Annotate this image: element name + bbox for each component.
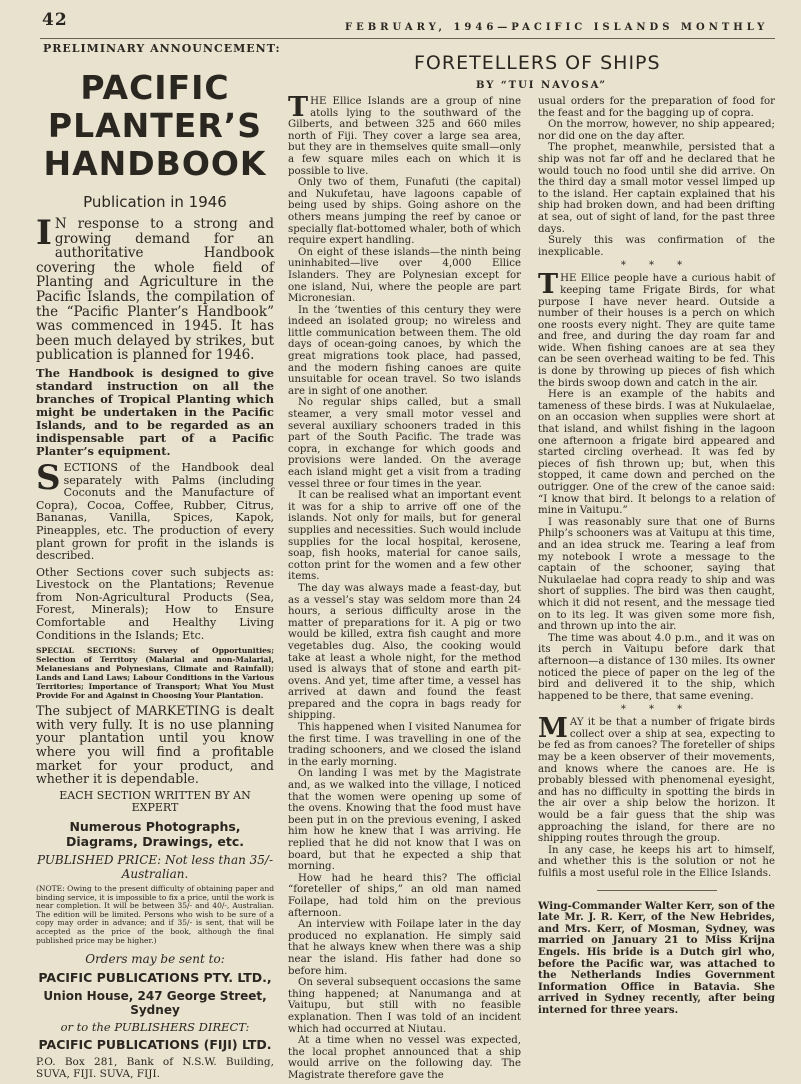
article-paragraph: The prophet, meanwhile, persisted that a ship was not far off and he declared that he would touch no food until she did arrive. On the third day a small motor vessel limped up to the island. Her captain explained that his ship had broken down, and had been drifting at sea, out of sight of land, for the past three days. bbox=[538, 142, 775, 235]
published-price: PUBLISHED PRICE: Not less than 35/- Australian. bbox=[36, 853, 274, 881]
article-column-middle bbox=[288, 92, 521, 1081]
title-line: PLANTER’S bbox=[47, 106, 263, 145]
drop-cap: I bbox=[36, 213, 52, 253]
photos-line: Numerous Photographs, Diagrams, Drawings, etc. bbox=[65, 819, 244, 849]
article-paragraph: It can be realised what an important event it was for a ship to arrive off one of the islands. Not only for mails, but for general supplies and necessities. Such would include supplies for the local hospital, kerosene, soap, fish hooks, material for canoe sails, cotton print for the women and a few other items. bbox=[288, 490, 521, 583]
price-note: (NOTE: Owing to the present difficulty of obtaining paper and binding service, it is impossible to fix a price, until the work is near completion. It will be between 35/- and 40/-, Australian. The edition will be limited. Persons who wish to be sure of a copy may order in advance; and if 35/- is sent, that will be accepted as the price of the book, although the final published price may be higher.) bbox=[36, 884, 274, 945]
ad-text: N response to a strong and growing demand for an authoritative Handbook covering the whole field of Planting and Agriculture in the Pacific Islands, the compilation of the “Pacific Planter’s Handbook” was commenced in 1945. It has been much delayed by strikes, but publication is planned for 1946. bbox=[36, 216, 274, 364]
drop-cap: T bbox=[538, 269, 559, 301]
drop-cap: T bbox=[288, 92, 309, 123]
handbook-advertisement bbox=[36, 42, 281, 1084]
or-direct-line: or to the PUBLISHERS DIRECT: bbox=[60, 1019, 250, 1034]
article-paragraph: Surely this was confirmation of the inexplicable. bbox=[538, 235, 775, 258]
ad-paragraph: Other Sections cover such subjects as: Livestock on the Plantations; Revenue from Non-Agricultural Products (Sea, Forest, Minerals); How to Ensure Comfortable and Healthy Living Conditions in the Islands; Etc. bbox=[36, 565, 274, 642]
drop-cap: M bbox=[538, 713, 568, 745]
article-paragraph: On several subsequent occasions the same thing happened; at Nanumanga and at Vaitupu, but still with no feasible explanation. Then I was told of an incident which had occurred at Niutau. bbox=[288, 977, 521, 1035]
article-text: HE Ellice Islands are a group of nine atolls lying to the southward of the Gilberts, and between 325 and 660 miles north of Fiji. They cover a large sea area, but they are in themselves quite small—only a few square miles each on which it is possible to live. bbox=[288, 96, 521, 177]
ad-text: ECTIONS of the Handbook deal separately with Palms (including Coconuts and the Manufacture of Copra), Cocoa, Coffee, Rubber, Citrus, Bananas, Vanilla, Spices, Kapok, Pineapples, etc. The production of every plant grown for profit in the islands is described. bbox=[36, 460, 274, 563]
article-paragraph: At a time when no vessel was expected, the local prophet announced that a ship would arrive on the following day. The Magistrate therefore gave the bbox=[288, 1035, 521, 1081]
article-paragraph: In any case, he keeps his art to himself, and whether this is the solution or not he fulfils a most useful role in the Ellice Islands. bbox=[538, 844, 775, 879]
section-stars: * * * bbox=[620, 704, 693, 716]
article-paragraph: usual orders for the preparation of food for the feast and for the bagging up of copra. bbox=[538, 96, 775, 119]
article-paragraph: On the morrow, however, no ship appeared; nor did one on the day after. bbox=[538, 119, 775, 142]
article-text: HE Ellice people have a curious habit of keeping tame Frigate Birds, for what purpose I have never heard. Outside a number of their houses is a perch on which one roosts every night. They are quite tame and free, and during the day roam far and wide. When fishing canoes are at sea they can be seen overhead waiting to be fed. This is done by throwing up pieces of fish which the birds swoop down and catch in the air. bbox=[538, 273, 775, 389]
article-paragraph bbox=[288, 92, 521, 177]
handbook-title bbox=[36, 69, 274, 183]
title-line: HANDBOOK bbox=[43, 144, 267, 183]
marketing-paragraph: The subject of MARKETING is dealt with very fully. It is no use planning your plantation until you know where you will find a profitable market for your product, and whether it is dependable. bbox=[36, 703, 274, 787]
publication-year: Publication in 1946 bbox=[83, 193, 227, 211]
wedding-notice: Wing-Commander Walter Kerr, son of the late Mr. J. R. Kerr, of the New Hebrides, and Mrs. Kerr, of Mosman, Sydney, was married on January 21 to Miss Krijna Engels. His bride is a Dutch girl who, before the Pacific war, was attached to the Netherlands Indies Government Information Office in Batavia. She arrived in Sydney recently, after being interned for three years. bbox=[538, 899, 776, 1016]
article-paragraph: I was reasonably sure that one of Burns Philp’s schooners was at Vaitupu at this time, and an idea struck me. Tearing a leaf from my notebook I wrote a message to the captain of the schooner, saying that Nukulaelae had copra ready to ship and was short of supplies. The bird was then caught, which it did not resent, and the message tied on to its leg. It was given some more fish, and thrown up into the air. bbox=[538, 516, 775, 633]
ad-paragraph bbox=[36, 457, 274, 563]
ad-paragraph: The Handbook is designed to give standard instruction on all the branches of Tropical Planting which might be undertaken in the Pacific Islands, and to be regarded as an indispensable part of a Pacific Planter’s equipment. bbox=[36, 365, 274, 458]
article-paragraph: Only two of them, Funafuti (the capital) and Nukufetau, have lagoons capable of being used by ships. Going ashore on the others means jumping the reef by canoe or specially flat-bottomed whaler, both of which require expert handling. bbox=[288, 177, 521, 247]
article-paragraph: On eight of these islands—the ninth being uninhabited—live over 4,000 Ellice Islanders. They are Polynesian except for one island, Nui, where the people are part Micronesian. bbox=[288, 246, 521, 305]
running-title: FEBRUARY, 1946—PACIFIC ISLANDS MONTHLY bbox=[345, 22, 769, 33]
article-paragraph: How had he heard this? The official “foreteller of ships,” an old man named Foilape, had told him on the previous afternoon. bbox=[288, 872, 521, 919]
article-paragraph bbox=[538, 713, 775, 845]
article-byline: BY “TUI NAVOSA” bbox=[476, 80, 607, 91]
publisher-sydney: PACIFIC PUBLICATIONS PTY. LTD., bbox=[38, 969, 272, 985]
orders-line: Orders may be sent to: bbox=[85, 952, 225, 967]
article-paragraph bbox=[538, 269, 775, 389]
article-paragraph: On landing I was met by the Magistrate and, as we walked into the village, I noticed that the women were opening up some of the ovens. Knowing that the food must have been put in on the previous evening, I asked him how he knew that I was arriving. He replied that he did not know that I was on board, but that he expected a ship that morning. bbox=[288, 768, 521, 873]
drop-cap: S bbox=[36, 457, 61, 498]
article-paragraph: An interview with Foilape later in the day produced no explanation. He simply said that he always knew when there was a ship near the island. His father had done so before him. bbox=[288, 919, 521, 977]
article-paragraph: Here is an example of the habits and tameness of these birds. I was at Nukulaelae, on an occasion when supplies were short at that island, and whilst fishing in the lagoon one afternoon a frigate bird appeared and started circling overhead. It was fed by pieces of fish thrown up; but, when this stopped, it came down and perched on the outrigger. One of the crew of the canoe said: “I know that bird. It belongs to a relation of mine in Vaitupu.” bbox=[538, 389, 775, 517]
article-text: AY it be that a number of frigate birds collect over a ship at sea, expecting to be fed as from canoes? The foreteller of ships may be a keen observer of their movements, and knows where the canoes are. He is probably blessed with phenomenal eyesight, and has no difficulty in spotting the birds in the air over a ship below the horizon. It would be a fair guess that the ship was approaching the island, for there are no shipping routes through the group. bbox=[538, 717, 775, 845]
article-paragraph: The time was about 4.0 p.m., and it was on its perch in Vaitupu before dark that afternoon—a distance of 130 miles. Its owner noticed the piece of paper on the leg of the bird and delivered it to the ship, which happened to be there, that same evening. bbox=[538, 632, 775, 702]
article-paragraph: The day was always made a feast-day, but as a vessel’s stay was seldom more than 24 hours, a serious difficulty arose in the matter of preparations for it. A pig or two would be killed, extra fish caught and more vegetables dug. Also, the cooking would take at least a whole night, for the method used is always that of stone and earth pit-ovens. And yet, time after time, a vessel has arrived at dawn and found the feast prepared and the copra in bags ready for shipping. bbox=[288, 582, 521, 722]
article-paragraph: This happened when I visited Nanumea for the first time. I was travelling in one of the trading schooners, and we closed the island in the early morning. bbox=[288, 722, 521, 768]
publisher-fiji-address: P.O. Box 281, Bank of N.S.W. Building, SUVA, FIJI. SUVA, FIJI. bbox=[36, 1056, 274, 1081]
header-rule bbox=[40, 38, 775, 39]
expert-line: EACH SECTION WRITTEN BY AN EXPERT bbox=[59, 788, 251, 815]
title-line: PACIFIC bbox=[80, 68, 230, 107]
publisher-sydney-address: Union House, 247 George Street, Sydney bbox=[43, 988, 267, 1017]
preliminary-announcement: PRELIMINARY ANNOUNCEMENT: bbox=[43, 42, 281, 55]
special-sections: SPECIAL SECTIONS: Survey of Opportunities; Selection of Territory (Malarial and non-Malarial, Melanesians and Polynesians, Climate and Rainfall); Lands and Land Laws; Labour Conditions in the Various Territories; Importance of Transport; What You Must Provide For and Against in Choosing Your Plantation. bbox=[36, 646, 274, 701]
article-title: FORETELLERS OF SHIPS bbox=[414, 52, 661, 74]
publisher-fiji: PACIFIC PUBLICATIONS (FIJI) LTD. bbox=[38, 1037, 272, 1053]
column-divider bbox=[597, 890, 717, 891]
section-stars: * * * bbox=[620, 260, 693, 272]
article-paragraph: In the ’twenties of this century they were indeed an isolated group; no wireless and little communication between them. The old days of ocean-going canoes, by which the great migrations took place, had passed, and the modern fishing canoes are quite unsuitable for ocean travel. So two islands are in sight of one another. bbox=[288, 304, 521, 397]
page-number: 42 bbox=[42, 10, 68, 30]
article-column-right bbox=[538, 96, 775, 1017]
ad-paragraph bbox=[36, 213, 274, 364]
article-paragraph: No regular ships called, but a small steamer, a very small motor vessel and several auxiliary schooners traded in this part of the South Pacific. The trade was copra, in exchange for which goods and provisions were landed. On the average each island might get a visit from a trading vessel three or four times in the year. bbox=[288, 397, 521, 490]
